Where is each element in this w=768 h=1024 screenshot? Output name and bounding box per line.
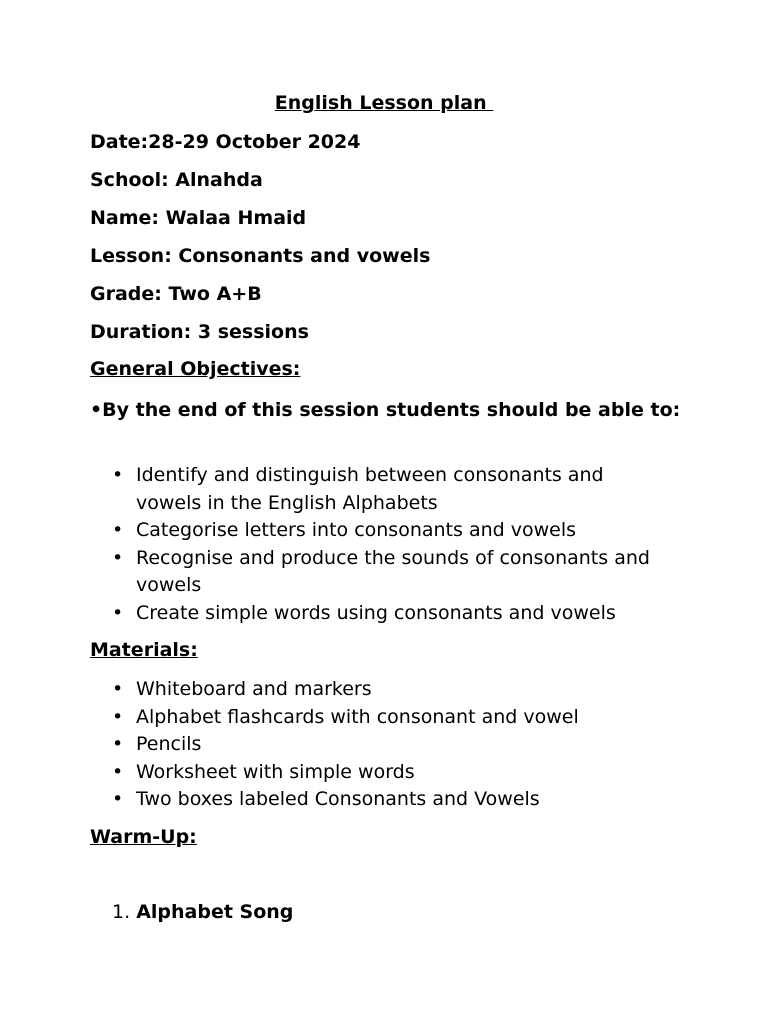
list-number: 1. [112,901,131,923]
list-item [90,676,670,704]
duration-field: Duration: 3 sessions [90,321,309,343]
list-item [90,462,670,517]
objectives-intro: •By the end of this session students should be able to: [90,399,681,421]
objectives-list [90,462,670,628]
bullet-icon: • [112,760,124,783]
materials-heading: Materials: [90,639,198,661]
list-item [90,759,670,787]
list-item-text: Recognise and produce the sounds of consonants and vowels [136,546,650,597]
list-item [90,517,670,545]
lesson-field: Lesson: Consonants and vowels [90,245,431,267]
materials-list [90,676,670,814]
bullet-icon: • [112,705,124,728]
list-item-text: Whiteboard and markers [136,678,372,700]
document-title: English Lesson plan [274,92,494,114]
list-item-text: Alphabet flashcards with consonant and vowel [136,705,579,728]
warm-up-item-text: Alphabet Song [136,901,294,923]
list-item [90,731,670,759]
bullet-icon: • [112,678,124,700]
warm-up-heading: Warm-Up: [90,826,197,848]
list-item [90,786,670,814]
bullet-icon: • [112,519,124,542]
grade-field: Grade: Two A+B [90,283,262,305]
bullet-icon: • [112,733,124,756]
list-item-text: Categorise letters into consonants and vowels [136,519,577,542]
list-item-text: Pencils [136,733,202,756]
date-field: Date:28-29 October 2024 [90,131,361,153]
list-item [90,545,670,600]
name-field: Name: Walaa Hmaid [90,207,307,229]
warm-up-item [112,901,293,923]
bullet-icon: • [112,546,124,569]
list-item-text: Worksheet with simple words [136,760,415,783]
bullet-icon: • [112,464,124,486]
bullet-icon: • [112,788,124,811]
bullet-icon: • [112,601,124,624]
list-item-text: Two boxes labeled Consonants and Vowels [136,788,540,811]
general-objectives-heading: General Objectives: [90,358,301,380]
list-item [90,704,670,732]
list-item-text: Identify and distinguish between consonants and vowels in the English Alphabets [136,464,604,514]
list-item [90,600,670,628]
list-item-text: Create simple words using consonants and vowels [136,601,616,624]
school-field: School: Alnahda [90,169,263,191]
